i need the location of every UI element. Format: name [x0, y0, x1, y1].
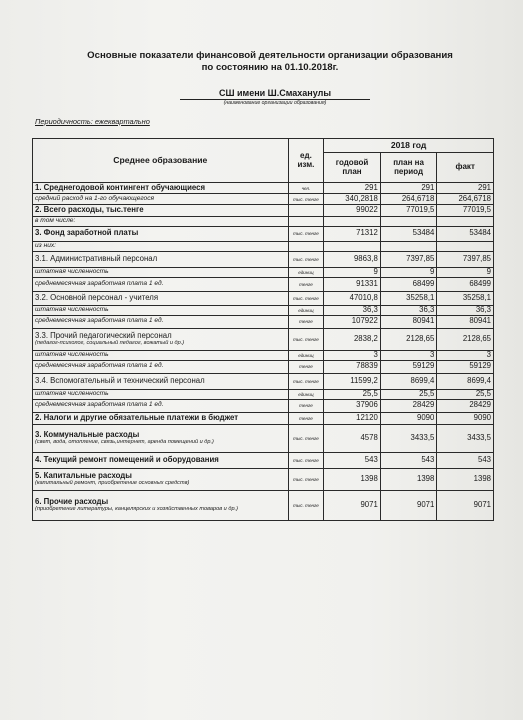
column-header-annual-plan: годовой план — [324, 153, 381, 183]
row-label-note: (педагог-психолог, социальный педагог, вожатый и др.) — [35, 340, 185, 347]
row-fact: 80941 — [437, 315, 494, 328]
table-row — [33, 452, 494, 468]
row-annual-plan: 11599,2 — [324, 373, 381, 389]
row-annual-plan: 36,3 — [324, 305, 381, 315]
row-period-plan: 2128,65 — [380, 328, 437, 350]
table-row — [33, 373, 494, 389]
financial-indicators-table — [32, 138, 494, 521]
column-header-year: 2018 год — [324, 139, 494, 153]
row-unit: тенге — [288, 360, 324, 373]
row-fact: 9090 — [437, 412, 494, 424]
row-period-plan: 3 — [380, 350, 437, 360]
column-header-name: Среднее образование — [33, 139, 289, 183]
row-label — [33, 452, 289, 468]
row-unit: тенге — [288, 277, 324, 291]
row-label-text: 4. Текущий ремонт помещений и оборудования — [35, 454, 219, 464]
row-annual-plan: 2838,2 — [324, 328, 381, 350]
row-unit — [288, 241, 324, 251]
row-label — [33, 305, 289, 315]
row-label-text: в том числе: — [35, 217, 76, 224]
row-label-text: среднемесячная заработная плата 1 ед. — [35, 317, 164, 325]
row-unit: единиц — [288, 267, 324, 277]
table-row — [33, 205, 494, 217]
row-annual-plan: 9 — [324, 267, 381, 277]
column-header-fact: факт — [437, 153, 494, 183]
row-annual-plan: 47010,8 — [324, 291, 381, 305]
row-fact: 7397,85 — [437, 251, 494, 267]
row-label — [33, 241, 289, 251]
row-label — [33, 315, 289, 328]
row-period-plan — [380, 217, 437, 227]
row-label — [33, 277, 289, 291]
row-fact: 2128,65 — [437, 328, 494, 350]
row-annual-plan — [324, 217, 381, 227]
row-unit: тыс. тенге — [288, 468, 324, 490]
row-label — [33, 205, 289, 217]
row-period-plan: 9071 — [380, 490, 437, 520]
row-label — [33, 226, 289, 241]
row-label — [33, 350, 289, 360]
table-row — [33, 277, 494, 291]
row-fact: 77019,5 — [437, 205, 494, 217]
table-row — [33, 350, 494, 360]
row-unit: тыс. тенге — [288, 424, 324, 452]
row-period-plan: 8699,4 — [380, 373, 437, 389]
row-fact: 543 — [437, 452, 494, 468]
row-period-plan: 35258,1 — [380, 291, 437, 305]
table-row — [33, 183, 494, 194]
row-unit: тыс. тенге — [288, 373, 324, 389]
row-annual-plan: 4578 — [324, 424, 381, 452]
column-header-period-plan: план на период — [380, 153, 437, 183]
row-unit: тенге — [288, 412, 324, 424]
row-annual-plan: 12120 — [324, 412, 381, 424]
row-fact: 28429 — [437, 399, 494, 412]
row-fact: 1398 — [437, 468, 494, 490]
table-row — [33, 194, 494, 205]
row-annual-plan: 291 — [324, 183, 381, 194]
row-label-text: 6. Прочие расходы — [35, 496, 109, 506]
row-unit — [288, 217, 324, 227]
table-row — [33, 241, 494, 251]
row-label-text: среднемесячная заработная плата 1 ед. — [35, 279, 164, 287]
row-label — [33, 360, 289, 373]
row-unit: тенге — [288, 315, 324, 328]
row-unit — [288, 205, 324, 217]
row-label-text: среднемесячная заработная плата 1 ед. — [35, 362, 164, 370]
table-row — [33, 389, 494, 399]
row-label-text: 3. Фонд заработной платы — [35, 228, 139, 238]
table-row — [33, 315, 494, 328]
row-fact: 25,5 — [437, 389, 494, 399]
row-unit: тыс. тенге — [288, 452, 324, 468]
row-fact: 264,6718 — [437, 194, 494, 205]
row-period-plan: 543 — [380, 452, 437, 468]
row-label-text: штатная численность — [35, 350, 109, 358]
row-period-plan: 291 — [380, 183, 437, 194]
row-unit: чел. — [288, 183, 324, 194]
row-fact: 35258,1 — [437, 291, 494, 305]
row-period-plan: 25,5 — [380, 389, 437, 399]
row-fact — [437, 217, 494, 227]
row-annual-plan: 1398 — [324, 468, 381, 490]
row-annual-plan — [324, 241, 381, 251]
row-period-plan: 264,6718 — [380, 194, 437, 205]
row-annual-plan: 9863,8 — [324, 251, 381, 267]
table-row — [33, 267, 494, 277]
row-fact: 68499 — [437, 277, 494, 291]
table-row — [33, 412, 494, 424]
row-annual-plan: 3 — [324, 350, 381, 360]
row-period-plan: 68499 — [380, 277, 437, 291]
row-label — [33, 217, 289, 227]
row-fact: 3 — [437, 350, 494, 360]
row-fact — [437, 241, 494, 251]
row-label — [33, 183, 289, 194]
row-annual-plan: 543 — [324, 452, 381, 468]
row-unit: тыс. тенге — [288, 226, 324, 241]
row-unit: тыс. тенге — [288, 490, 324, 520]
row-annual-plan: 71312 — [324, 226, 381, 241]
row-label — [33, 194, 289, 205]
row-period-plan: 7397,85 — [380, 251, 437, 267]
document-title — [60, 50, 480, 74]
row-annual-plan: 99022 — [324, 205, 381, 217]
organization-name: СШ имени Ш.Смаханулы — [218, 88, 332, 98]
row-label — [33, 424, 289, 452]
table-row — [33, 226, 494, 241]
row-fact: 3433,5 — [437, 424, 494, 452]
row-period-plan: 80941 — [380, 315, 437, 328]
row-unit: единиц — [288, 389, 324, 399]
row-period-plan: 9 — [380, 267, 437, 277]
row-period-plan: 59129 — [380, 360, 437, 373]
row-label-text: 2. Всего расходы, тыс.тенге — [35, 205, 144, 215]
organization-caption: (наименование организации образования) — [223, 100, 327, 106]
title-line-2: по состоянию на 01.10.2018г. — [201, 62, 339, 73]
column-header-unit: ед. изм. — [288, 139, 324, 183]
row-label-text: из них: — [35, 241, 56, 249]
row-unit: тыс. тенге — [288, 194, 324, 205]
table-row — [33, 251, 494, 267]
row-period-plan: 9090 — [380, 412, 437, 424]
row-label — [33, 412, 289, 424]
row-label-text: 3.4. Вспомогательный и технический персонал — [35, 375, 205, 385]
row-annual-plan: 91331 — [324, 277, 381, 291]
row-label-text: штатная численность — [35, 267, 109, 275]
row-annual-plan: 25,5 — [324, 389, 381, 399]
table-row — [33, 291, 494, 305]
row-label — [33, 468, 289, 490]
row-label-note: (капитальный ремонт, приобретение основных средств) — [35, 480, 190, 487]
table-row — [33, 217, 494, 227]
row-fact: 9071 — [437, 490, 494, 520]
row-fact: 8699,4 — [437, 373, 494, 389]
row-annual-plan: 340,2818 — [324, 194, 381, 205]
row-fact: 36,3 — [437, 305, 494, 315]
row-label — [33, 490, 289, 520]
row-label-text: 3.3. Прочий педагогический персонал — [35, 330, 172, 340]
row-label-text: 1. Среднегодовой контингент обучающиеся — [35, 182, 206, 192]
row-fact: 59129 — [437, 360, 494, 373]
row-label-text: среднемесячная заработная плата 1 ед. — [35, 401, 164, 409]
row-label — [33, 267, 289, 277]
row-fact: 9 — [437, 267, 494, 277]
row-label-text: 3.2. Основной персонал - учителя — [35, 292, 159, 302]
row-unit: тыс. тенге — [288, 251, 324, 267]
table-row — [33, 305, 494, 315]
table-row — [33, 360, 494, 373]
table-body — [33, 183, 494, 521]
row-label-text: 3.1. Административный персонал — [35, 253, 158, 263]
table-row — [33, 399, 494, 412]
row-unit: тенге — [288, 399, 324, 412]
row-period-plan — [380, 241, 437, 251]
table-row — [33, 328, 494, 350]
row-label-note: (свет, вода, отопление, связь,интернет, аренда помещений и др.) — [35, 439, 214, 446]
table-row — [33, 490, 494, 520]
row-label-text: штатная численность — [35, 389, 109, 397]
row-label — [33, 373, 289, 389]
row-label-text: 2. Налоги и другие обязательные платежи в бюджет — [35, 412, 239, 422]
row-label — [33, 399, 289, 412]
title-line-1: Основные показатели финансовой деятельности организации образования — [87, 50, 453, 61]
row-fact: 291 — [437, 183, 494, 194]
row-label — [33, 328, 289, 350]
row-annual-plan: 107922 — [324, 315, 381, 328]
row-label-text: 5. Капитальные расходы — [35, 470, 132, 480]
row-label — [33, 251, 289, 267]
row-annual-plan: 78839 — [324, 360, 381, 373]
row-label — [33, 389, 289, 399]
row-period-plan: 77019,5 — [380, 205, 437, 217]
row-unit: тыс. тенге — [288, 328, 324, 350]
periodicity-label: Периодичность: ежеквартально — [35, 117, 150, 126]
row-label — [33, 291, 289, 305]
row-period-plan: 3433,5 — [380, 424, 437, 452]
row-annual-plan: 9071 — [324, 490, 381, 520]
table-row — [33, 468, 494, 490]
row-period-plan: 36,3 — [380, 305, 437, 315]
row-label-text: штатная численность — [35, 305, 109, 313]
row-label-text: средний расход на 1-го обучающегося — [35, 194, 155, 202]
row-unit: тыс. тенге — [288, 291, 324, 305]
row-annual-plan: 37906 — [324, 399, 381, 412]
row-label-note: (приобретение литературы, канцелярских и хозяйственных товаров и др.) — [35, 506, 238, 513]
row-fact: 53484 — [437, 226, 494, 241]
row-period-plan: 53484 — [380, 226, 437, 241]
row-unit: единиц — [288, 350, 324, 360]
row-unit: единиц — [288, 305, 324, 315]
row-label-text: 3. Коммунальные расходы — [35, 429, 140, 439]
table-row — [33, 424, 494, 452]
row-period-plan: 1398 — [380, 468, 437, 490]
row-period-plan: 28429 — [380, 399, 437, 412]
